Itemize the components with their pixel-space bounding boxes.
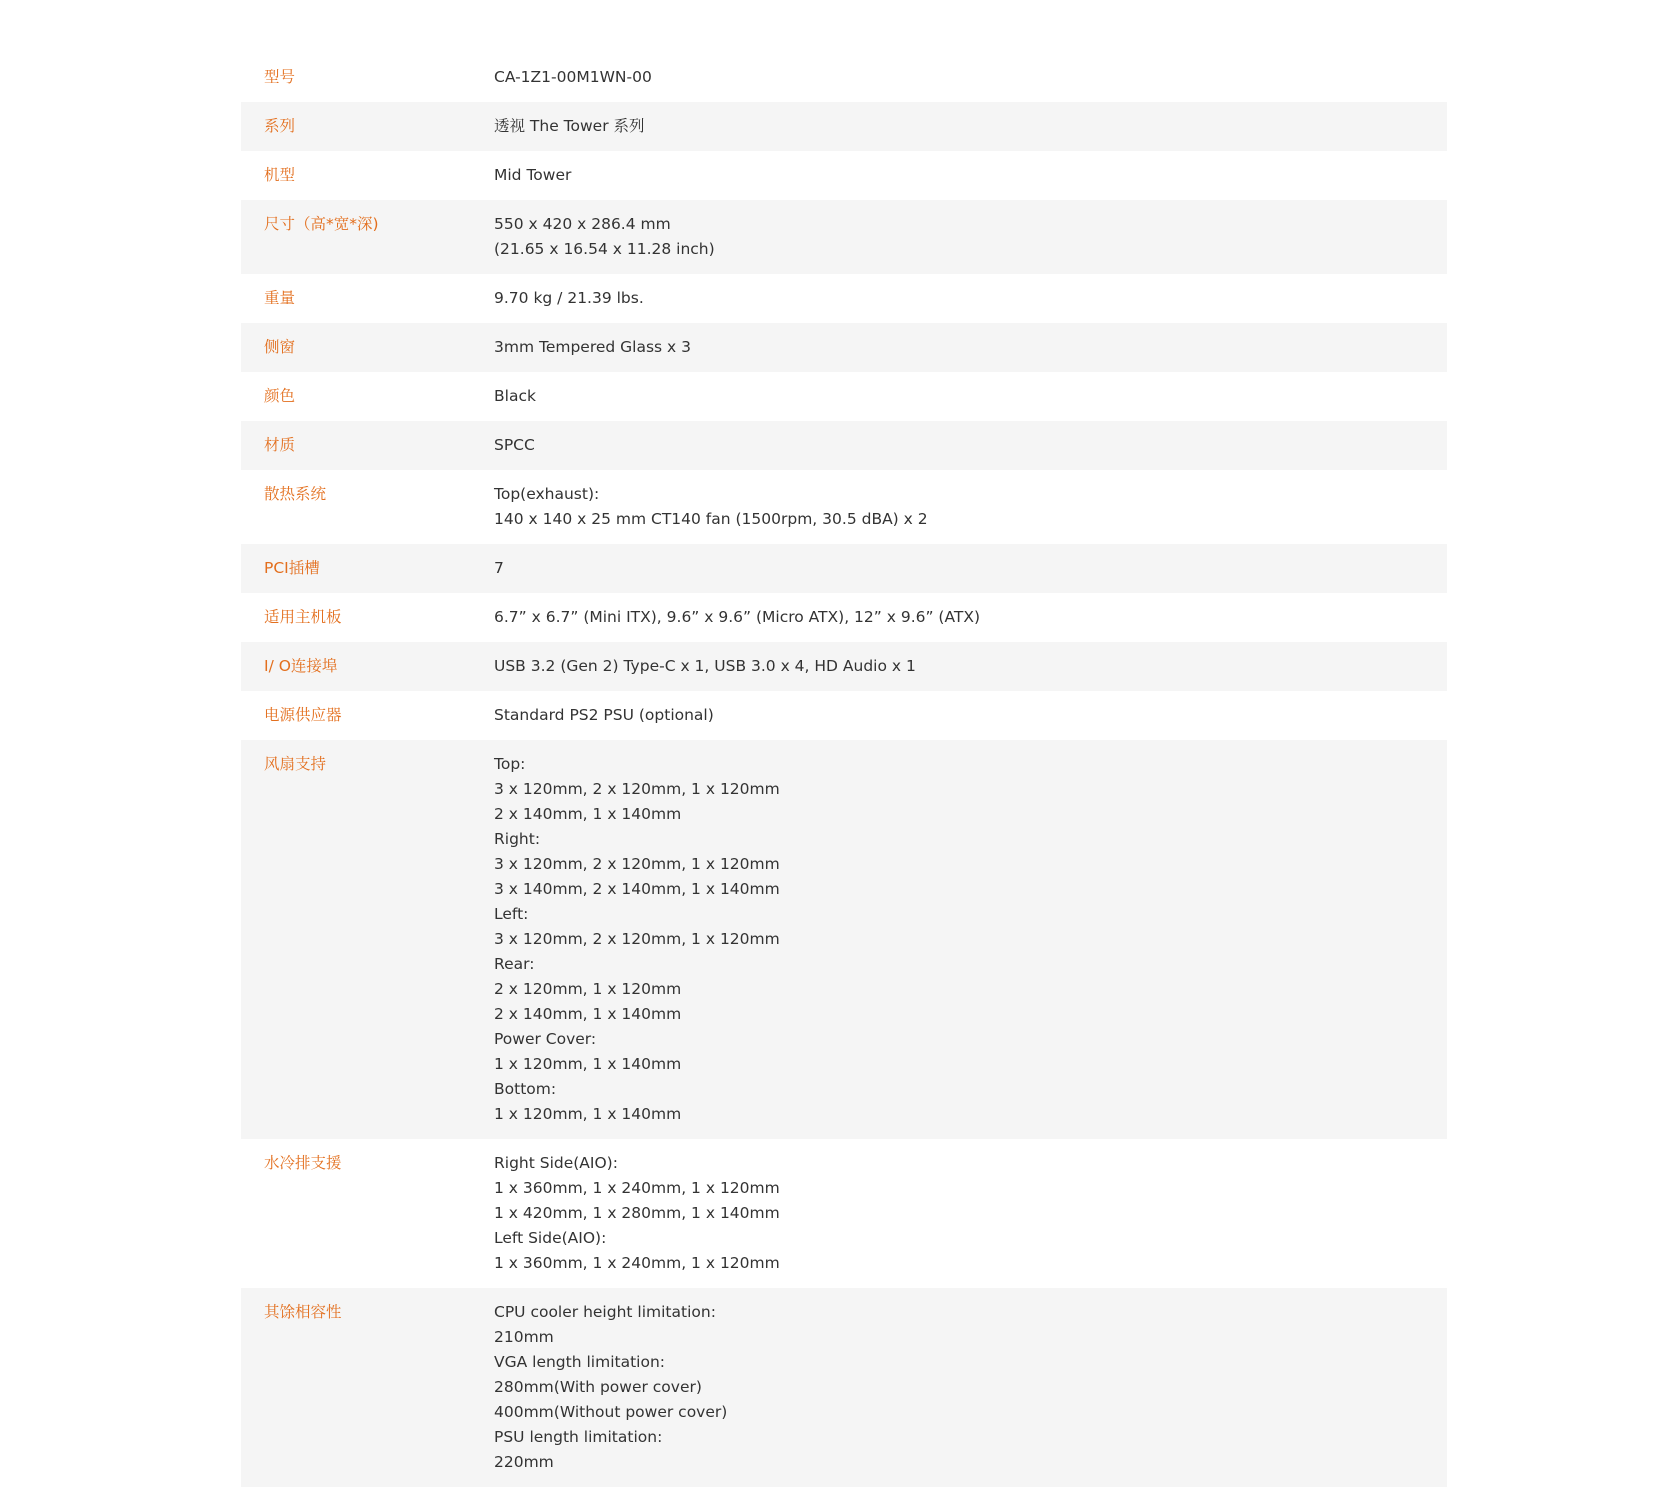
spec-row [241, 323, 1447, 372]
spec-value [494, 286, 1447, 311]
spec-value-line: 280mm(With power cover) [494, 1378, 702, 1396]
spec-value-line: 3mm Tempered Glass x 3 [494, 338, 692, 356]
spec-value [494, 1151, 1447, 1276]
spec-label: 颜色 [264, 387, 296, 405]
spec-value-line: Left Side(AIO): [494, 1229, 607, 1247]
spec-row [241, 102, 1447, 151]
spec-value-line: 2 x 140mm, 1 x 140mm [494, 805, 682, 823]
spec-value [494, 114, 1447, 139]
spec-label: 其馀相容性 [264, 1303, 342, 1321]
spec-value-line: 透视 The Tower 系列 [494, 117, 645, 135]
spec-row [241, 53, 1447, 102]
spec-value-line: 220mm [494, 1453, 554, 1471]
spec-row [241, 1139, 1447, 1288]
spec-value-line: Standard PS2 PSU (optional) [494, 706, 714, 724]
spec-row [241, 1288, 1447, 1487]
spec-label: 尺寸（高*宽*深) [264, 215, 379, 233]
spec-value-line: 9.70 kg / 21.39 lbs. [494, 289, 644, 307]
spec-row [241, 200, 1447, 274]
spec-row [241, 593, 1447, 642]
spec-label: 电源供应器 [264, 706, 342, 724]
spec-value-line: Top: [494, 755, 526, 773]
spec-row [241, 151, 1447, 200]
spec-value [494, 752, 1447, 1127]
spec-value-line: 140 x 140 x 25 mm CT140 fan (1500rpm, 30.5 dBA) x 2 [494, 510, 928, 528]
spec-value-line: CPU cooler height limitation: [494, 1303, 716, 1321]
spec-value-line: 2 x 140mm, 1 x 140mm [494, 1005, 682, 1023]
spec-value-line: VGA length limitation: [494, 1353, 665, 1371]
spec-value-line: 1 x 360mm, 1 x 240mm, 1 x 120mm [494, 1254, 780, 1272]
spec-row [241, 470, 1447, 544]
spec-value-line: Top(exhaust): [494, 485, 600, 503]
spec-value [494, 384, 1447, 409]
spec-label: 机型 [264, 166, 296, 184]
spec-table [241, 53, 1447, 1487]
spec-label: 型号 [264, 68, 296, 86]
spec-value-line: Right Side(AIO): [494, 1154, 618, 1172]
spec-label: PCI插槽 [264, 559, 320, 577]
spec-value-line: CA-1Z1-00M1WN-00 [494, 68, 652, 86]
spec-value-line: 1 x 120mm, 1 x 140mm [494, 1105, 682, 1123]
spec-row [241, 372, 1447, 421]
spec-value-line: (21.65 x 16.54 x 11.28 inch) [494, 240, 715, 258]
spec-value [494, 482, 1447, 532]
spec-value [494, 433, 1447, 458]
spec-value [494, 1300, 1447, 1475]
spec-value-line: USB 3.2 (Gen 2) Type-C x 1, USB 3.0 x 4, HD Audio x 1 [494, 657, 916, 675]
spec-row [241, 544, 1447, 593]
spec-value-line: Left: [494, 905, 529, 923]
spec-value-line: PSU length limitation: [494, 1428, 663, 1446]
spec-value-line: Black [494, 387, 536, 405]
spec-label: 重量 [264, 289, 296, 307]
spec-value [494, 65, 1447, 90]
spec-value [494, 654, 1447, 679]
spec-value-line: 400mm(Without power cover) [494, 1403, 728, 1421]
spec-value [494, 703, 1447, 728]
spec-value-line: Power Cover: [494, 1030, 597, 1048]
spec-label: 水冷排支援 [264, 1154, 342, 1172]
spec-label: 材质 [264, 436, 296, 454]
spec-value-line: 7 [494, 559, 504, 577]
spec-value [494, 556, 1447, 581]
spec-value-line: 1 x 420mm, 1 x 280mm, 1 x 140mm [494, 1204, 780, 1222]
spec-label: I/ O连接埠 [264, 657, 338, 675]
spec-value [494, 163, 1447, 188]
spec-value [494, 335, 1447, 360]
spec-value-line: SPCC [494, 436, 535, 454]
spec-value-line: 3 x 120mm, 2 x 120mm, 1 x 120mm [494, 780, 780, 798]
spec-value-line: 3 x 120mm, 2 x 120mm, 1 x 120mm [494, 930, 780, 948]
spec-row [241, 274, 1447, 323]
spec-value-line: 3 x 120mm, 2 x 120mm, 1 x 120mm [494, 855, 780, 873]
spec-value-line: 3 x 140mm, 2 x 140mm, 1 x 140mm [494, 880, 780, 898]
spec-value-line: 1 x 120mm, 1 x 140mm [494, 1055, 682, 1073]
spec-value-line: Rear: [494, 955, 535, 973]
spec-value-line: 1 x 360mm, 1 x 240mm, 1 x 120mm [494, 1179, 780, 1197]
spec-label: 适用主机板 [264, 608, 342, 626]
spec-value-line: Right: [494, 830, 541, 848]
spec-value [494, 605, 1447, 630]
spec-row [241, 421, 1447, 470]
spec-value-line: Mid Tower [494, 166, 572, 184]
spec-value-line: Bottom: [494, 1080, 557, 1098]
spec-row [241, 691, 1447, 740]
spec-label: 侧窗 [264, 338, 296, 356]
spec-label: 系列 [264, 117, 296, 135]
spec-row [241, 740, 1447, 1139]
spec-value-line: 2 x 120mm, 1 x 120mm [494, 980, 682, 998]
spec-value-line: 6.7” x 6.7” (Mini ITX), 9.6” x 9.6” (Micro ATX), 12” x 9.6” (ATX) [494, 608, 981, 626]
spec-value [494, 212, 1447, 262]
spec-label: 散热系统 [264, 485, 327, 503]
spec-value-line: 550 x 420 x 286.4 mm [494, 215, 671, 233]
spec-row [241, 642, 1447, 691]
spec-label: 风扇支持 [264, 755, 327, 773]
spec-value-line: 210mm [494, 1328, 554, 1346]
